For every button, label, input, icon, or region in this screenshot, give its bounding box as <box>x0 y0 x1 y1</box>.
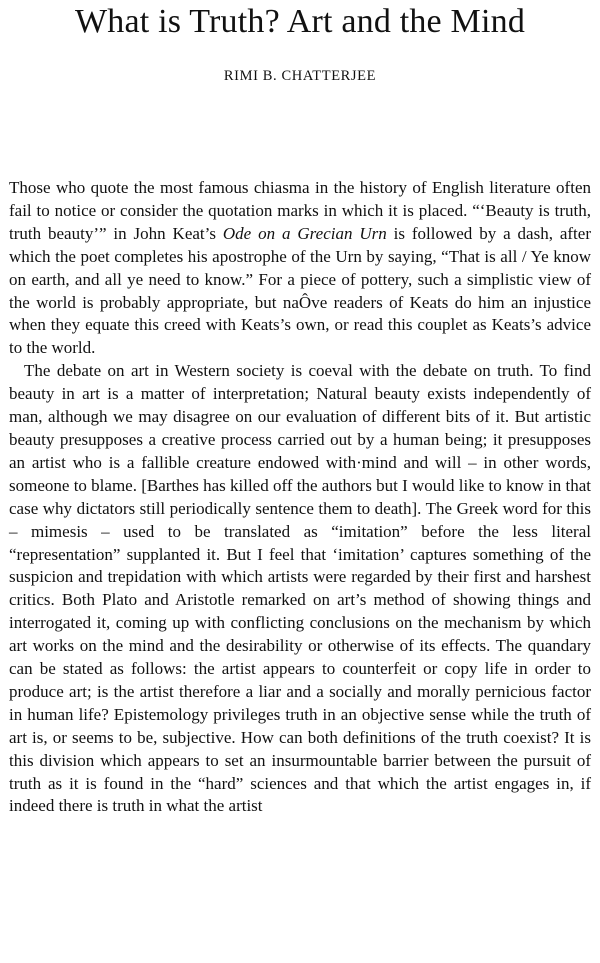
article-title: What is Truth? Art and the Mind <box>74 3 526 40</box>
article-body <box>9 177 591 818</box>
poem-title-ode-on-a-grecian-urn: Ode on a Grecian Urn <box>222 223 387 243</box>
article-author: RIMI B. CHATTERJEE <box>223 68 377 84</box>
body-paragraph-2 <box>9 360 591 818</box>
body-paragraph-1 <box>9 177 591 360</box>
paragraph-1-text-b: is followed by a dash, after which the poet completes his apostrophe of the Urn by saying, “That is all / Ye know on earth, and all ye need to know.” For a piece of pottery, such a simplistic view of the world is probably appropriate, but naÔve readers of Keats do him an injustice when they equate this creed with Keats’s own, or read this couplet as Keats’s advice to the world. <box>9 223 591 358</box>
paragraph-1-text-a: Those who quote the most famous chiasma in the history of English literature often fail to notice or consider the quotation marks in which it is placed. “‘Beauty is truth, truth beauty’” in John Keat’s <box>9 178 591 243</box>
paragraph-2-text: The debate on art in Western society is coeval with the debate on truth. To find beauty in art is a matter of interpretation; Natural beauty exists independently of man, although we may disagree on our evaluation of different bits of it. But artistic beauty presupposes a creative process carried out by a human being; it presupposes an artist who is a fallible creature endowed with·mind and will – in other words, someone to blame. [Barthes has killed off the authors but I would like to know in that case why dictators still periodically sentence them to death]. The Greek word for this – mimesis – used to be translated as “imitation” before the less literal “representation” supplanted it. But I feel that ‘imitation’ captures something of the suspicion and trepidation with which artists were regarded by their first and harshest critics. Both Plato and Aristotle remarked on art’s method of showing things and interrogated it, coming up with conflicting conclusions on the mechanism by which art works on the mind and the desirability or otherwise of its effects. The quandary can be stated as follows: the artist appears to counterfeit or copy life in order to produce art; is the artist therefore a liar and a socially and morally pernicious factor in human life? Epistemology privileges truth in an objective sense while the truth of art is, or seems to be, subjective. How can both definitions of the truth coexist? It is this division which appears to set an insurmountable barrier between the pursuit of truth as it is found in the “hard” sciences and that which the artist engages in, if indeed there is truth in what the artist <box>9 361 591 816</box>
